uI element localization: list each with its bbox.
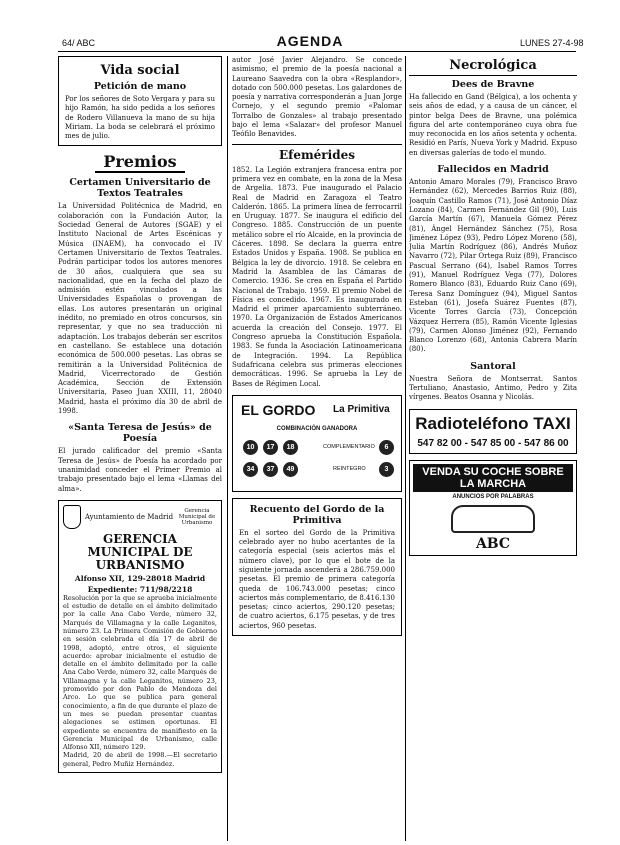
- ad-expediente: Expediente: 711/98/2218: [87, 584, 193, 594]
- premios-title: Premios: [95, 152, 185, 173]
- page-number: 64/ ABC: [62, 38, 96, 48]
- number-ball: 49: [283, 462, 298, 477]
- number-ball: 18: [283, 440, 298, 455]
- car-ad: [409, 460, 577, 556]
- number-ball: 34: [243, 462, 258, 477]
- reintegro-label: REINTEGRO: [333, 465, 366, 472]
- column-middle: [232, 56, 402, 642]
- certamen-text: La Universidad Politécnica de Madrid, en colaboración con la Fundación Autor, la Sociedad General de Autores (SGAE) y el Instituto Nacional de Artes Escénicas y Música (INAEM), ha convocado el IV Certamen Universitario de Textos Teatrales. Podrán participar todos los autores menores de 30 años, cualquiera que sea su nacionalidad, que en la fecha del plazo de admisión estén vinculados a las Universidades Españolas o provengan de ellas. Los autores presentarán un original inédito, no premiado en otros concursos, sin representar, y que no sea traducción ni adaptación. Los trabajos deberán ser escritos en castellano. Se establece una dotación económica de 500.000 pesetas. Las obras se remitirán a la Universidad Politécnica de Madrid, Vicerrectorado de Gestión Académica, Sección de Extensión Universitaria, Paseo Juan XXIII, 11, 28040 Madrid, hasta el próximo día 30 de abril de 1998.: [58, 202, 222, 416]
- ad-address: Alfonso XII, 129-28018 Madrid: [74, 573, 206, 583]
- peticion-title: Petición de mano: [93, 81, 187, 92]
- reintegro-ball: 3: [379, 462, 394, 477]
- header-rule: [58, 51, 576, 52]
- gordo-results: [232, 395, 402, 492]
- dees-title: Dees de Bravne: [451, 79, 535, 90]
- taxi-title: Radioteléfono TAXI: [415, 413, 571, 433]
- column-left: [58, 56, 222, 773]
- social-box: [58, 56, 222, 146]
- ad-title: GERENCIA MUNICIPAL DE URBANISMO: [87, 531, 193, 572]
- efemerides-title: Efemérides: [232, 144, 402, 162]
- number-ball: 37: [263, 462, 278, 477]
- car-ad-band: VENDA SU COCHE SOBRE LA MARCHA: [413, 464, 573, 492]
- taxi-phones: 547 82 00 - 547 85 00 - 547 86 00: [417, 437, 569, 449]
- certamen-title: Certamen Universitario de Textos Teatrales: [69, 177, 211, 200]
- peticion-text: Por los señores de Soto Vergara y para su hijo Ramón, ha sido pedida a los señores de Rodero Villanueva la mano de su hija Miriam. La boda se celebrará el próximo mes de julio.: [65, 95, 215, 141]
- section-title: AGENDA: [276, 33, 344, 49]
- ayto-label: Ayuntamiento de Madrid: [84, 512, 174, 521]
- teresa-title: «Santa Teresa de Jesús» de Poesía: [68, 422, 212, 445]
- santoral-text: Nuestra Señora de Montserrat. Santos Tertuliano, Anastasio, Antimo, Pedro y Zita vírgenes. Beatos Osanna y Nicolás.: [409, 374, 577, 402]
- ad-signature: Madrid, 20 de abril de 1998.—El secretario general, Pedro Muñiz Hernández.: [63, 751, 217, 768]
- vida-social-title: Vida social: [100, 63, 180, 78]
- madrid-crest-icon: [63, 505, 81, 529]
- fallecidos-title: Fallecidos en Madrid: [437, 164, 549, 176]
- complementario-ball: 6: [379, 440, 394, 455]
- column-right: [409, 56, 577, 556]
- efemerides-text: 1852. La Legión extranjera francesa entra por primera vez en combate, en la zona de la Mesa de Argelia. 1873. Fue inaugurado el Palacio Real de Madrid en Zaragoza el Teatro Calderón. 1865. La primera línea de ferrocarril en Uruguay. 1877. Se inaugura el edificio del Congreso. 1885. Construcción de un puente metálico sobre el río Alcaide, en la provincia de Cáceres. 1898. Se declara la guerra entre Estados Unidos y España. 1908. Se publica en Bélgica la ley de divorcio. 1918. Se celebra en Madrid la Asamblea de las Cámaras de Comercio. 1936. Se crea en España el Partido Nacional de Trabajo. 1959. El premio Nobel de Física es concedido. 1967. Es inaugurado en Madrid el primer aparcamiento subterráneo. 1970. La Organización de Estados Americanos acuerda la creación del Consejo. 1977. El Congreso aprueba la Constitución Española. 1983. Se funda la Asociación Latinoamericana de Integración. 1994. La República Sudafricana celebra sus primeras elecciones democráticas. 1996. Se aprueba la Ley de Bases de Régimen Local.: [232, 165, 402, 388]
- abc-logo: ABC: [475, 535, 511, 552]
- page-header: [0, 0, 620, 52]
- complementario-label: COMPLEMENTARIO: [323, 443, 375, 450]
- ad-text: Resolución por la que se aprueba inicialmente el estudio de detalle en el ámbito delimitado por la calle Ana Cabo Verde, número 32, Marqués de Villamagna y la calle Leganitos, número 23. La Primera Comisión de Gobierno en sesión celebrada el día 17 de abril de 1998, adoptó, entre otros, el siguiente acuerdo: aprobar inicialmente el estudio de detalle en el ámbito delimitado por la calle Ana Cabo Verde, número 32, calle Marqués de Villamagna y la calle Leganitos, número 23, promovido por don Pablo de Mendoza del Arco. Lo que se publica para general conocimiento, a fin de que durante el plazo de un mes se puedan presentar cuantas alegaciones se estimen oportunas. El expediente se encuentra de manifiesto en la Gerencia Municipal de Urbanismo, calle Alfonso XII, número 129.: [63, 593, 217, 752]
- combo-label: COMBINACIÓN GANADORA: [276, 425, 358, 432]
- recuento-title: Recuento del Gordo de la Primitiva: [249, 503, 385, 526]
- car-icon: [451, 505, 535, 533]
- taxi-ad: [409, 409, 577, 454]
- dees-text: Ha fallecido en Gand (Bélgica), a los ochenta y seis años de edad, y a causa de un cáncer, el pintor belga Dees de Bravne, una polémica figura del arte contemporáneo cuya obra fue muy reconocida en los años setenta y ochenta. Residió en París, Nueva York y Madrid. Expuso en diversas galerías de todo el mundo.: [409, 93, 577, 157]
- primitiva-logo: La Primitiva: [333, 403, 390, 415]
- gordo-logo: EL GORDO: [241, 401, 316, 418]
- recuento-box: [232, 498, 402, 636]
- necrologica-title: Necrológica: [409, 58, 577, 76]
- recuento-text: En el sorteo del Gordo de la Primitiva celebrado ayer no hubo acertantes de la categoría especial (seis aciertos más el número clave), por lo que el bote de la siguiente jornada ascenderá a 286.759.000 pesetas. El premio de primera categoría queda de 106.743.000 pesetas; cinco aciertos más complementario, de 8.416.130 pesetas; cinco aciertos, 290.120 pesetas; de cuatro aciertos, 6.175 pesetas, y de tres aciertos, 960 pesetas.: [239, 528, 395, 630]
- urb-label: Gerencia Municipal de Urbanismo: [178, 507, 216, 526]
- column-divider: [405, 56, 406, 841]
- car-ad-sub: ANUNCIOS POR PALABRAS: [452, 493, 534, 500]
- number-ball: 17: [263, 440, 278, 455]
- number-ball: 10: [243, 440, 258, 455]
- urbanismo-ad: [58, 500, 222, 773]
- santoral-title: Santoral: [470, 360, 516, 372]
- top-text: autor José Javier Alejandro. Se concede asimismo, el premio de la poesía nacional a Laureano Saavedra con la obra «Resplandor», dotado con 500.000 pesetas. Los galardones de poesía y narrativa corresponderán a Juan Jorge Cornejo, y el segundo premio «Palomar Torralbo de Gonzales» al trabajo presentado bajo el lema «Salazar» del profesor Manuel Teófilo Benavides.: [232, 56, 402, 139]
- fallecidos-text: Antonio Amaro Morales (79), Francisco Bravo Hernández (62), Mercedes Barrios Ruiz (88), Joaquín Castillo Ramos (71), José Antonio Díaz Lozano (84), Carmen Fernández Gil (90), Luis García Martín (67), Manuela Gómez Pérez (81), Ángel Hernández Sánchez (75), Rosa Jiménez López (93), Pedro López Moreno (58), Julia Martín Rodríguez (86), Andrés Muñoz Navarro (72), Pilar Ortega Ruiz (89), Francisco Pascual Serrano (64), Isabel Ramos Torres (91), Manuel Rodríguez Vega (77), Dolores Romero Blanco (83), Eduardo Ruiz Cano (69), Teresa Sanz Domínguez (94), Miguel Santos Esteban (61), Josefa Suárez Fuentes (87), Vicente Torres García (73), Concepción Vázquez Herrera (85), Ramón Vicente Iglesias (79), Carmen Alonso Jiménez (92), Fernando Blanco Lorenzo (68), Antonia Cabrera Marín (80).: [409, 178, 577, 354]
- column-divider: [227, 56, 228, 841]
- teresa-text: El jurado calificador del premio «Santa Teresa de Jesús» de Poesía ha acordado por unanimidad conceder el Primer Premio al trabajo presentado bajo el lema «Llamas del alma».: [58, 447, 222, 493]
- date: LUNES 27-4-98: [520, 38, 584, 48]
